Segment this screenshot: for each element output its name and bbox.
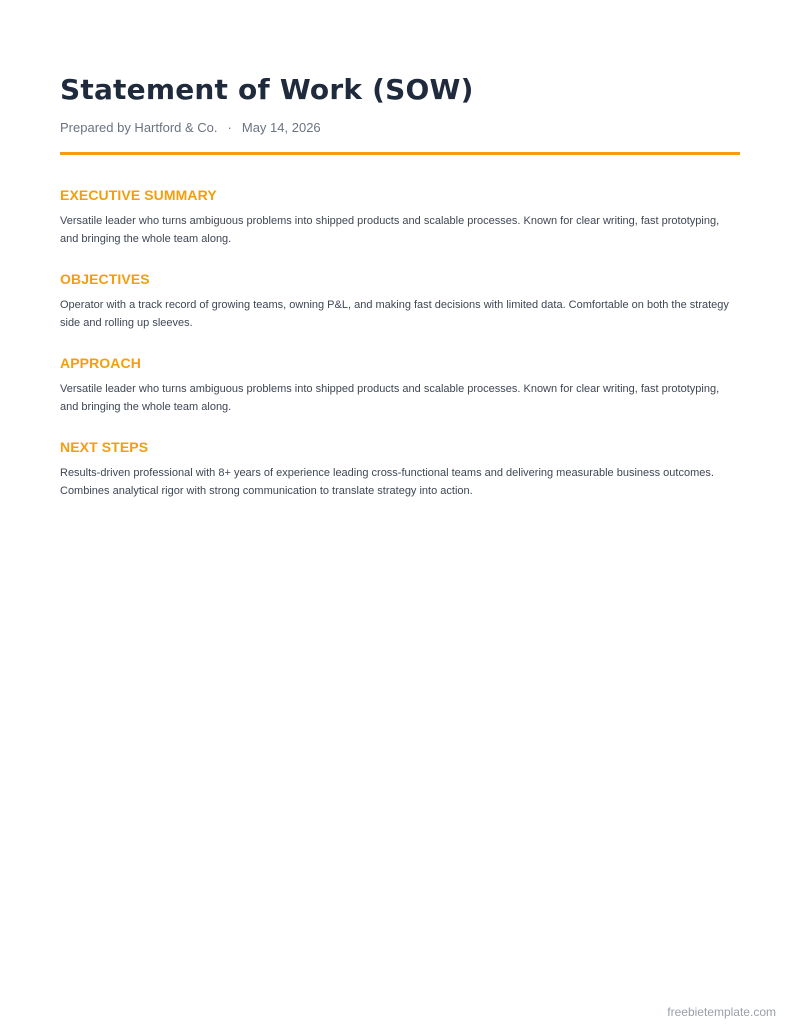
sections-container bbox=[60, 185, 740, 521]
section-heading: OBJECTIVES bbox=[60, 271, 150, 287]
section-heading: EXECUTIVE SUMMARY bbox=[60, 187, 217, 203]
section-body: Versatile leader who turns ambiguous problems into shipped products and scalable processes. Known for clear writing, fast prototyping, and bringing the whole team along. bbox=[60, 383, 720, 413]
section-body: Versatile leader who turns ambiguous problems into shipped products and scalable processes. Known for clear writing, fast prototyping, and bringing the whole team along. bbox=[60, 215, 720, 245]
document-meta bbox=[60, 119, 321, 137]
section-heading: NEXT STEPS bbox=[60, 439, 149, 455]
section-heading: APPROACH bbox=[60, 355, 141, 371]
footer-watermark: freebietemplate.com bbox=[667, 1005, 776, 1019]
section-approach bbox=[60, 353, 740, 416]
section-body: Results-driven professional with 8+ years of experience leading cross-functional teams and delivering measurable business outcomes. Combines analytical rigor with strong communication to translate strategy into action. bbox=[60, 467, 714, 497]
section-body: Operator with a track record of growing teams, owning P&L, and making fast decisions with limited data. Comfortable on both the strategy side and rolling up sleeves. bbox=[60, 299, 729, 329]
header-divider bbox=[60, 152, 740, 155]
section-next-steps bbox=[60, 437, 740, 500]
document-date: May 14, 2026 bbox=[241, 120, 321, 135]
prepared-by: Prepared by Hartford & Co. bbox=[60, 120, 218, 135]
document-title: Statement of Work (SOW) bbox=[60, 73, 474, 106]
section-objectives bbox=[60, 269, 740, 332]
section-executive-summary bbox=[60, 185, 740, 248]
meta-separator: · bbox=[227, 120, 232, 135]
